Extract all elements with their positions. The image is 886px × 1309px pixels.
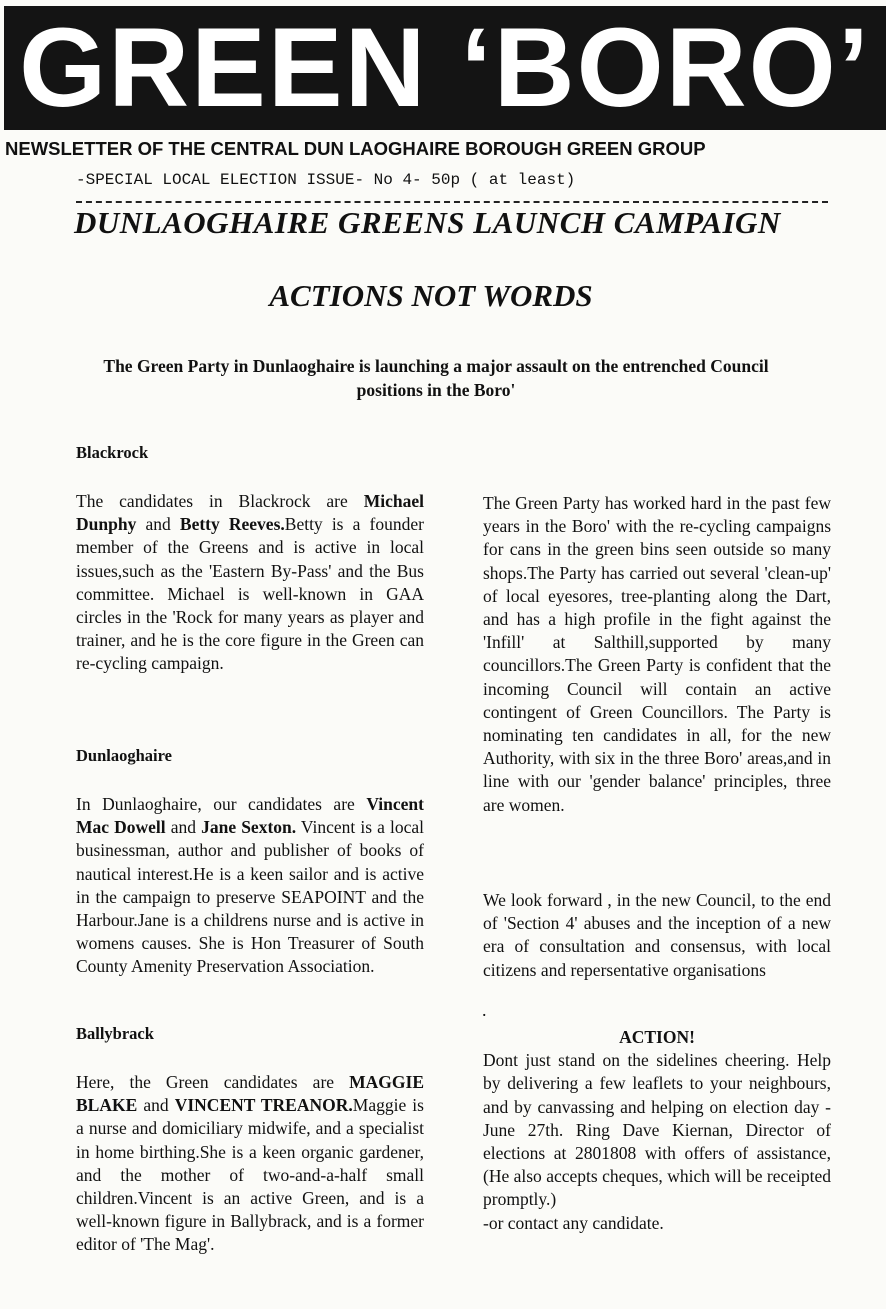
ballybrack-text-post: Maggie is a nurse and domiciliary midwife, and a specialist in home birthing.She is a keen organic gardener, and the mother of two-and-a-half small children.Vincent is an active Green, and is a well-known figure in Ballybrack, and is a former editor of 'The Mag'. (76, 1095, 424, 1255)
dashed-divider (76, 201, 828, 203)
issue-line: -SPECIAL LOCAL ELECTION ISSUE- No 4- 50p ( at least) (76, 171, 576, 189)
newsletter-subtitle: NEWSLETTER OF THE CENTRAL DUN LAOGHAIRE BOROUGH GREEN GROUP (5, 138, 706, 159)
dunlaoghaire-heading: Dunlaoghaire (76, 746, 172, 765)
party-work-paragraph: The Green Party has worked hard in the past few years in the Boro' with the re-cycling campaigns for cans in the green bins seen outside so many shops.The Party has carried out several 'clean-up' of local eyesores, tree-planting along the Dart, and has a high profile in the fight against the 'Infill' at Salthill,supported by many councillors.The Green Party is confident that the incoming Council will contain an active contingent of Green Councillors. The Party is nominating ten candidates in all, for the new Authority, with six in the three Boro' areas,and in line with our 'gender balance' principles, three are women. (483, 493, 831, 815)
blackrock-text-post: Betty is a founder member of the Greens and is active in local issues,such as the 'Eastern By-Pass' and the Bus committee. Michael is well-known in GAA circles in the 'Rock for many years as player and trainer, and he is the core figure in the Green can re-cycling campaign. (76, 514, 424, 674)
blackrock-and: and (136, 514, 180, 535)
headline: DUNLAOGHAIRE GREENS LAUNCH CAMPAIGN (74, 205, 781, 240)
slogan: ACTIONS NOT WORDS (269, 278, 593, 313)
dunlaoghaire-text-post: Vincent is a local businessman, author and publisher of books of nautical interest.He is a keen sailor and is active in the campaign to preserve SEAPOINT and the Harbour.Jane is a childrens nurse and is active in womens causes. She is Hon Treasurer of South County Amenity Preservation Association. (76, 817, 424, 977)
blackrock-candidate-2: Betty Reeves. (179, 514, 285, 535)
blackrock-text-pre: The candidates in Blackrock are (76, 491, 364, 511)
dunlaoghaire-candidate-1: Vincent Mac Dowell (76, 794, 424, 838)
blackrock-section (76, 490, 424, 676)
action-section (483, 1026, 831, 1235)
action-tail: -or contact any candidate. (483, 1212, 664, 1233)
action-title: ACTION! (619, 1027, 695, 1047)
dunlaoghaire-section (76, 793, 424, 979)
intro-paragraph: The Green Party in Dunlaoghaire is launching a major assault on the entrenched Council positions in the Boro' (103, 356, 769, 400)
new-council-paragraph: We look forward , in the new Council, to the end of 'Section 4' abuses and the inception of a new era of consultation and consensus, with local citizens and repersentative organisations (483, 890, 831, 980)
blackrock-candidate-1: Michael Dunphy (76, 491, 424, 535)
blackrock-heading: Blackrock (76, 443, 149, 462)
ballybrack-heading: Ballybrack (76, 1024, 154, 1043)
right-column-para-1 (483, 492, 831, 817)
right-column-para-2 (483, 889, 831, 982)
stray-dot: . (482, 1000, 487, 1020)
dunlaoghaire-candidate-2: Jane Sexton. (201, 817, 297, 838)
ballybrack-candidate-2: VINCENT TREANOR. (174, 1095, 353, 1116)
dunlaoghaire-text-pre: In Dunlaoghaire, our candidates are (76, 794, 367, 814)
masthead-title: GREEN ‘BORO’ (4, 6, 886, 130)
action-paragraph: Dont just stand on the sidelines cheering. Help by delivering a few leaflets to your neighbours, and by canvassing and helping on election day - June 27th. Ring Dave Kiernan, Director of elections at 2801808 with offers of assistance, (He also accepts cheques, which will be receipted promptly.) (483, 1050, 831, 1210)
ballybrack-text-pre: Here, the Green candidates are (76, 1072, 350, 1092)
ballybrack-and: and (137, 1095, 175, 1116)
ballybrack-section (76, 1071, 424, 1257)
ballybrack-candidate-1: MAGGIE BLAKE (76, 1072, 424, 1116)
dunlaoghaire-and: and (165, 817, 202, 838)
